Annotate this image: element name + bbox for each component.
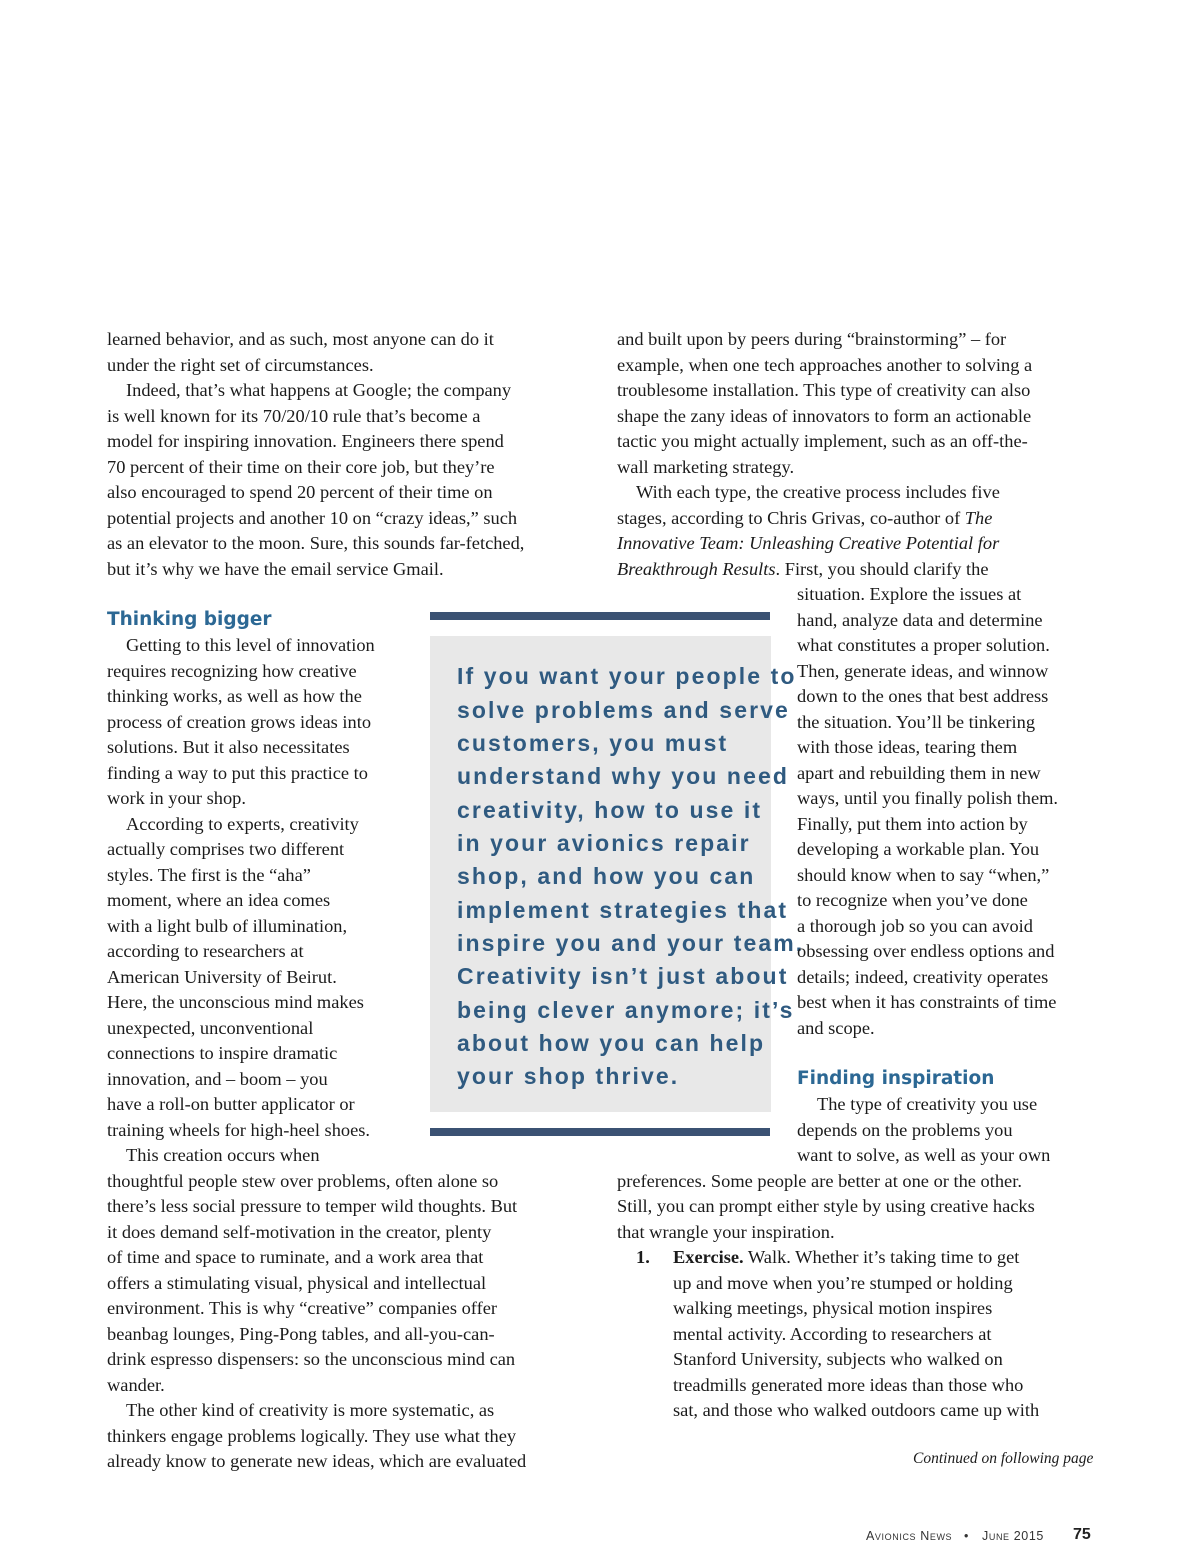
body-text: . First, you should clarify the	[775, 559, 989, 579]
body-line: model for inspiring innovation. Engineers there spend	[107, 431, 504, 451]
body-line: learned behavior, and as such, most anyone can do it	[107, 329, 494, 349]
body-line: with those ideas, tearing them	[797, 737, 1018, 757]
body-line: finding a way to put this practice to	[107, 763, 368, 783]
body-line: should know when to say “when,”	[797, 865, 1050, 885]
body-line: actually comprises two different	[107, 839, 345, 859]
body-line: is well known for its 70/20/10 rule that’s become a	[107, 406, 481, 426]
list-item-line: Stanford University, subjects who walked on	[673, 1349, 1003, 1369]
body-line: apart and rebuilding them in new	[797, 763, 1041, 783]
publication-name: Avionics News	[866, 1529, 953, 1543]
pull-quote-line: inspire you and your team.	[457, 930, 805, 956]
body-line: Still, you can prompt either style by using creative hacks	[617, 1196, 1035, 1216]
continued-note: Continued on following page	[913, 1450, 1094, 1467]
body-line: preferences. Some people are better at one or the other.	[617, 1171, 1022, 1191]
body-line: Here, the unconscious mind makes	[107, 992, 364, 1012]
body-line: developing a workable plan. You	[797, 839, 1040, 859]
body-line: This creation occurs when	[126, 1145, 320, 1165]
folio-bullet: •	[964, 1529, 969, 1543]
pull-quote-line: being clever anymore; it’s	[457, 997, 795, 1023]
body-line: there’s less social pressure to temper wild thoughts. But	[107, 1196, 518, 1216]
body-line: tactic you might actually implement, such as an off-the-	[617, 431, 1028, 451]
body-line	[617, 506, 992, 532]
list-item-line	[673, 1245, 1019, 1271]
list-item-line: sat, and those who walked outdoors came up with	[673, 1400, 1040, 1420]
body-line: potential projects and another 10 on “crazy ideas,” such	[107, 508, 518, 528]
body-line: requires recognizing how creative	[107, 661, 357, 681]
body-line: and built upon by peers during “brainstorming” – for	[617, 329, 1007, 349]
body-line: the situation. You’ll be tinkering	[797, 712, 1036, 732]
body-line: With each type, the creative process includes five	[636, 482, 1000, 502]
body-line: environment. This is why “creative” companies offer	[107, 1298, 497, 1318]
body-line: it does demand self-motivation in the creator, plenty	[107, 1222, 492, 1242]
book-title-line: Innovative Team: Unleashing Creative Potential for	[617, 533, 1000, 553]
pull-quote-line: in your avionics repair	[457, 830, 751, 856]
pull-quote-line: solve problems and serve	[457, 697, 790, 723]
body-line: best when it has constraints of time	[797, 992, 1057, 1012]
body-line: a thorough job so you can avoid	[797, 916, 1033, 936]
body-line: want to solve, as well as your own	[797, 1145, 1051, 1165]
pull-quote-bottom-rule	[430, 1128, 770, 1136]
body-line: as an elevator to the moon. Sure, this sounds far-fetched,	[107, 533, 525, 553]
body-line: connections to inspire dramatic	[107, 1043, 338, 1063]
list-item-line: up and move when you’re stumped or holding	[673, 1273, 1013, 1293]
body-line: Indeed, that’s what happens at Google; the company	[126, 380, 512, 400]
list-item-title: Exercise.	[673, 1247, 744, 1267]
body-line: obsessing over endless options and	[797, 941, 1055, 961]
body-line: shape the zany ideas of innovators to form an actionable	[617, 406, 1032, 426]
body-line: thinkers engage problems logically. They use what they	[107, 1426, 517, 1446]
body-line: Getting to this level of innovation	[126, 635, 375, 655]
body-line: troublesome installation. This type of creativity can also	[617, 380, 1031, 400]
body-line: hand, analyze data and determine	[797, 610, 1043, 630]
body-line: that wrangle your inspiration.	[617, 1222, 835, 1242]
body-line: drink espresso dispensers: so the unconscious mind can	[107, 1349, 516, 1369]
section-heading-finding-inspiration: Finding inspiration	[797, 1068, 995, 1089]
body-line: details; indeed, creativity operates	[797, 967, 1049, 987]
body-line: thoughtful people stew over problems, often alone so	[107, 1171, 499, 1191]
body-line: wander.	[107, 1375, 165, 1395]
body-line: situation. Explore the issues at	[797, 584, 1022, 604]
pull-quote-line: If you want your people to	[457, 663, 797, 689]
body-line: Then, generate ideas, and winnow	[797, 661, 1049, 681]
list-number: 1.	[636, 1247, 650, 1267]
list-item-text: Walk. Whether it’s taking time to get	[743, 1247, 1020, 1267]
pull-quote-line: implement strategies that	[457, 897, 789, 923]
body-line: unexpected, unconventional	[107, 1018, 314, 1038]
body-line: The other kind of creativity is more systematic, as	[126, 1400, 495, 1420]
body-line: process of creation grows ideas into	[107, 712, 372, 732]
pull-quote-line: shop, and how you can	[457, 863, 756, 889]
body-line: to recognize when you’ve done	[797, 890, 1028, 910]
body-line: beanbag lounges, Ping-Pong tables, and all-you-can-	[107, 1324, 495, 1344]
pull-quote-line: Creativity isn’t just about	[457, 963, 789, 989]
body-line: solutions. But it also necessitates	[107, 737, 350, 757]
body-line: down to the ones that best address	[797, 686, 1049, 706]
body-text: stages, according to Chris Grivas, co-author of	[617, 508, 965, 528]
body-line: styles. The first is the “aha”	[107, 865, 311, 885]
body-line	[617, 557, 989, 583]
body-line: innovation, and – boom – you	[107, 1069, 328, 1089]
body-line: already know to generate new ideas, which are evaluated	[107, 1451, 527, 1471]
body-line: training wheels for high-heel shoes.	[107, 1120, 371, 1140]
body-line: moment, where an idea comes	[107, 890, 331, 910]
pull-quote-line: about how you can help	[457, 1030, 766, 1056]
body-line: ways, until you finally polish them.	[797, 788, 1059, 808]
body-line: have a roll-on butter applicator or	[107, 1094, 355, 1114]
book-title: Breakthrough Results	[617, 559, 776, 579]
body-line: The type of creativity you use	[817, 1094, 1038, 1114]
body-line: what constitutes a proper solution.	[797, 635, 1050, 655]
book-title: The	[964, 508, 993, 528]
issue-date: June 2015	[982, 1529, 1044, 1543]
body-line: but it’s why we have the email service Gmail.	[107, 559, 444, 579]
body-line: American University of Beirut.	[107, 967, 337, 987]
body-line: with a light bulb of illumination,	[107, 916, 348, 936]
list-item-line: treadmills generated more ideas than those who	[673, 1375, 1024, 1395]
pull-quote-top-rule	[430, 612, 770, 620]
body-line: wall marketing strategy.	[617, 457, 795, 477]
list-item-line: walking meetings, physical motion inspires	[673, 1298, 993, 1318]
body-line: thinking works, as well as how the	[107, 686, 362, 706]
pull-quote-line: customers, you must	[457, 730, 729, 756]
body-line: according to researchers at	[107, 941, 304, 961]
body-line: under the right set of circumstances.	[107, 355, 374, 375]
body-line: Finally, put them into action by	[797, 814, 1028, 834]
section-heading-thinking-bigger: Thinking bigger	[107, 609, 272, 630]
body-line: example, when one tech approaches another to solving a	[617, 355, 1033, 375]
pull-quote-line: your shop thrive.	[457, 1063, 680, 1089]
page-number: 75	[1073, 1526, 1091, 1543]
body-line: According to experts, creativity	[126, 814, 359, 834]
pull-quote-line: understand why you need	[457, 763, 790, 789]
body-line: 70 percent of their time on their core job, but they’re	[107, 457, 495, 477]
body-line: work in your shop.	[107, 788, 246, 808]
pull-quote-line: creativity, how to use it	[457, 797, 763, 823]
body-line: depends on the problems you	[797, 1120, 1013, 1140]
list-item-line: mental activity. According to researchers at	[673, 1324, 992, 1344]
body-line: also encouraged to spend 20 percent of their time on	[107, 482, 493, 502]
body-line: offers a stimulating visual, physical and intellectual	[107, 1273, 487, 1293]
body-line: and scope.	[797, 1018, 875, 1038]
body-line: of time and space to ruminate, and a work area that	[107, 1247, 484, 1267]
